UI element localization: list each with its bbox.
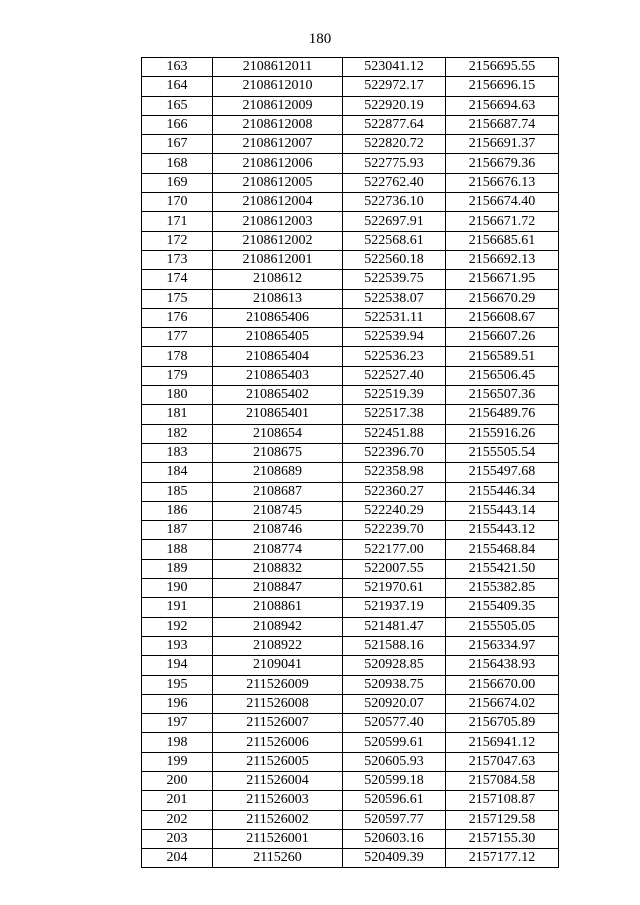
table-row [142, 501, 559, 520]
point-id-cell: 2108612008 [213, 115, 343, 134]
table-row [142, 559, 559, 578]
row-index-cell: 202 [142, 810, 213, 829]
x-coordinate-cell: 522360.27 [343, 482, 446, 501]
point-id-cell: 2108612002 [213, 231, 343, 250]
x-coordinate-cell: 520920.07 [343, 694, 446, 713]
x-coordinate-cell: 522775.93 [343, 154, 446, 173]
table-row [142, 77, 559, 96]
row-index-cell: 204 [142, 849, 213, 868]
x-coordinate-cell: 522527.40 [343, 366, 446, 385]
y-coordinate-cell: 2156670.00 [446, 675, 559, 694]
y-coordinate-cell: 2155409.35 [446, 598, 559, 617]
x-coordinate-cell: 520597.77 [343, 810, 446, 829]
table-row [142, 424, 559, 443]
row-index-cell: 194 [142, 656, 213, 675]
y-coordinate-cell: 2155505.05 [446, 617, 559, 636]
table-row [142, 540, 559, 559]
y-coordinate-cell: 2155497.68 [446, 463, 559, 482]
point-id-cell: 2108746 [213, 521, 343, 540]
point-id-cell: 2115260 [213, 849, 343, 868]
y-coordinate-cell: 2156506.45 [446, 366, 559, 385]
row-index-cell: 203 [142, 829, 213, 848]
y-coordinate-cell: 2156489.76 [446, 405, 559, 424]
table-row [142, 347, 559, 366]
point-id-cell: 2108612 [213, 270, 343, 289]
row-index-cell: 177 [142, 328, 213, 347]
y-coordinate-cell: 2156694.63 [446, 96, 559, 115]
row-index-cell: 201 [142, 791, 213, 810]
y-coordinate-cell: 2156705.89 [446, 714, 559, 733]
x-coordinate-cell: 522517.38 [343, 405, 446, 424]
x-coordinate-cell: 520605.93 [343, 752, 446, 771]
point-id-cell: 2108612006 [213, 154, 343, 173]
row-index-cell: 186 [142, 501, 213, 520]
table-row [142, 733, 559, 752]
row-index-cell: 196 [142, 694, 213, 713]
y-coordinate-cell: 2156696.15 [446, 77, 559, 96]
row-index-cell: 171 [142, 212, 213, 231]
point-id-cell: 2108612005 [213, 173, 343, 192]
row-index-cell: 185 [142, 482, 213, 501]
table-row [142, 366, 559, 385]
table-row [142, 463, 559, 482]
point-id-cell: 210865405 [213, 328, 343, 347]
row-index-cell: 188 [142, 540, 213, 559]
point-id-cell: 2108612007 [213, 135, 343, 154]
table-row [142, 752, 559, 771]
row-index-cell: 175 [142, 289, 213, 308]
table-row [142, 405, 559, 424]
x-coordinate-cell: 522536.23 [343, 347, 446, 366]
table-row [142, 328, 559, 347]
table-row [142, 135, 559, 154]
point-id-cell: 211526001 [213, 829, 343, 848]
row-index-cell: 164 [142, 77, 213, 96]
y-coordinate-cell: 2155916.26 [446, 424, 559, 443]
x-coordinate-cell: 522396.70 [343, 443, 446, 462]
row-index-cell: 167 [142, 135, 213, 154]
table-row [142, 579, 559, 598]
row-index-cell: 165 [142, 96, 213, 115]
table-row [142, 617, 559, 636]
y-coordinate-cell: 2155505.54 [446, 443, 559, 462]
point-id-cell: 2108613 [213, 289, 343, 308]
table-row [142, 482, 559, 501]
point-id-cell: 2109041 [213, 656, 343, 675]
table-row [142, 270, 559, 289]
y-coordinate-cell: 2156674.40 [446, 193, 559, 212]
table-row [142, 308, 559, 327]
point-id-cell: 2108847 [213, 579, 343, 598]
table-row [142, 231, 559, 250]
table-row [142, 212, 559, 231]
point-id-cell: 211526004 [213, 771, 343, 790]
point-id-cell: 2108689 [213, 463, 343, 482]
point-id-cell: 211526005 [213, 752, 343, 771]
row-index-cell: 190 [142, 579, 213, 598]
point-id-cell: 2108612009 [213, 96, 343, 115]
y-coordinate-cell: 2156589.51 [446, 347, 559, 366]
row-index-cell: 182 [142, 424, 213, 443]
x-coordinate-cell: 521481.47 [343, 617, 446, 636]
x-coordinate-cell: 522451.88 [343, 424, 446, 443]
y-coordinate-cell: 2156607.26 [446, 328, 559, 347]
y-coordinate-cell: 2155382.85 [446, 579, 559, 598]
table-row [142, 598, 559, 617]
point-id-cell: 210865404 [213, 347, 343, 366]
y-coordinate-cell: 2155443.12 [446, 521, 559, 540]
table-row [142, 250, 559, 269]
point-id-cell: 2108861 [213, 598, 343, 617]
table-row [142, 58, 559, 77]
point-id-cell: 2108612010 [213, 77, 343, 96]
point-id-cell: 210865403 [213, 366, 343, 385]
table-row [142, 96, 559, 115]
x-coordinate-cell: 521588.16 [343, 636, 446, 655]
x-coordinate-cell: 522820.72 [343, 135, 446, 154]
point-id-cell: 211526008 [213, 694, 343, 713]
row-index-cell: 179 [142, 366, 213, 385]
point-id-cell: 2108612011 [213, 58, 343, 77]
y-coordinate-cell: 2156334.97 [446, 636, 559, 655]
table-row [142, 675, 559, 694]
x-coordinate-cell: 520409.39 [343, 849, 446, 868]
y-coordinate-cell: 2156691.37 [446, 135, 559, 154]
point-id-cell: 211526009 [213, 675, 343, 694]
row-index-cell: 184 [142, 463, 213, 482]
row-index-cell: 200 [142, 771, 213, 790]
table-row [142, 714, 559, 733]
table-row [142, 791, 559, 810]
coordinates-table [141, 57, 559, 868]
row-index-cell: 199 [142, 752, 213, 771]
table-row [142, 115, 559, 134]
y-coordinate-cell: 2156679.36 [446, 154, 559, 173]
x-coordinate-cell: 520577.40 [343, 714, 446, 733]
row-index-cell: 197 [142, 714, 213, 733]
point-id-cell: 210865402 [213, 386, 343, 405]
x-coordinate-cell: 522538.07 [343, 289, 446, 308]
row-index-cell: 166 [142, 115, 213, 134]
point-id-cell: 2108942 [213, 617, 343, 636]
row-index-cell: 198 [142, 733, 213, 752]
row-index-cell: 172 [142, 231, 213, 250]
row-index-cell: 183 [142, 443, 213, 462]
table-row [142, 289, 559, 308]
table-row [142, 154, 559, 173]
y-coordinate-cell: 2156685.61 [446, 231, 559, 250]
y-coordinate-cell: 2155446.34 [446, 482, 559, 501]
x-coordinate-cell: 522972.17 [343, 77, 446, 96]
x-coordinate-cell: 520599.18 [343, 771, 446, 790]
row-index-cell: 170 [142, 193, 213, 212]
x-coordinate-cell: 520603.16 [343, 829, 446, 848]
table-row [142, 829, 559, 848]
y-coordinate-cell: 2156687.74 [446, 115, 559, 134]
point-id-cell: 211526007 [213, 714, 343, 733]
table-row [142, 810, 559, 829]
x-coordinate-cell: 521937.19 [343, 598, 446, 617]
point-id-cell: 2108774 [213, 540, 343, 559]
y-coordinate-cell: 2156674.02 [446, 694, 559, 713]
x-coordinate-cell: 522920.19 [343, 96, 446, 115]
y-coordinate-cell: 2156676.13 [446, 173, 559, 192]
x-coordinate-cell: 520938.75 [343, 675, 446, 694]
point-id-cell: 2108745 [213, 501, 343, 520]
x-coordinate-cell: 522560.18 [343, 250, 446, 269]
row-index-cell: 173 [142, 250, 213, 269]
table-row [142, 849, 559, 868]
y-coordinate-cell: 2156670.29 [446, 289, 559, 308]
row-index-cell: 169 [142, 173, 213, 192]
x-coordinate-cell: 520599.61 [343, 733, 446, 752]
point-id-cell: 2108612003 [213, 212, 343, 231]
row-index-cell: 191 [142, 598, 213, 617]
x-coordinate-cell: 522531.11 [343, 308, 446, 327]
row-index-cell: 187 [142, 521, 213, 540]
table-row [142, 656, 559, 675]
row-index-cell: 176 [142, 308, 213, 327]
x-coordinate-cell: 522519.39 [343, 386, 446, 405]
x-coordinate-cell: 522736.10 [343, 193, 446, 212]
point-id-cell: 211526002 [213, 810, 343, 829]
y-coordinate-cell: 2157129.58 [446, 810, 559, 829]
page-number: 180 [308, 31, 332, 47]
x-coordinate-cell: 522568.61 [343, 231, 446, 250]
x-coordinate-cell: 522539.75 [343, 270, 446, 289]
y-coordinate-cell: 2157047.63 [446, 752, 559, 771]
row-index-cell: 168 [142, 154, 213, 173]
table-row [142, 193, 559, 212]
x-coordinate-cell: 520596.61 [343, 791, 446, 810]
y-coordinate-cell: 2157108.87 [446, 791, 559, 810]
x-coordinate-cell: 522239.70 [343, 521, 446, 540]
point-id-cell: 2108654 [213, 424, 343, 443]
row-index-cell: 189 [142, 559, 213, 578]
x-coordinate-cell: 522877.64 [343, 115, 446, 134]
table-row [142, 443, 559, 462]
point-id-cell: 2108832 [213, 559, 343, 578]
point-id-cell: 211526003 [213, 791, 343, 810]
point-id-cell: 210865406 [213, 308, 343, 327]
y-coordinate-cell: 2157084.58 [446, 771, 559, 790]
row-index-cell: 195 [142, 675, 213, 694]
row-index-cell: 192 [142, 617, 213, 636]
table-row [142, 386, 559, 405]
x-coordinate-cell: 522762.40 [343, 173, 446, 192]
point-id-cell: 2108612004 [213, 193, 343, 212]
y-coordinate-cell: 2156941.12 [446, 733, 559, 752]
point-id-cell: 2108675 [213, 443, 343, 462]
x-coordinate-cell: 523041.12 [343, 58, 446, 77]
y-coordinate-cell: 2155443.14 [446, 501, 559, 520]
x-coordinate-cell: 522177.00 [343, 540, 446, 559]
point-id-cell: 211526006 [213, 733, 343, 752]
y-coordinate-cell: 2156608.67 [446, 308, 559, 327]
point-id-cell: 210865401 [213, 405, 343, 424]
row-index-cell: 174 [142, 270, 213, 289]
y-coordinate-cell: 2156438.93 [446, 656, 559, 675]
table-row [142, 694, 559, 713]
y-coordinate-cell: 2156692.13 [446, 250, 559, 269]
x-coordinate-cell: 522539.94 [343, 328, 446, 347]
row-index-cell: 193 [142, 636, 213, 655]
point-id-cell: 2108687 [213, 482, 343, 501]
row-index-cell: 181 [142, 405, 213, 424]
x-coordinate-cell: 522240.29 [343, 501, 446, 520]
table-row [142, 173, 559, 192]
y-coordinate-cell: 2157155.30 [446, 829, 559, 848]
x-coordinate-cell: 520928.85 [343, 656, 446, 675]
table-row [142, 636, 559, 655]
y-coordinate-cell: 2156507.36 [446, 386, 559, 405]
point-id-cell: 2108612001 [213, 250, 343, 269]
y-coordinate-cell: 2156671.95 [446, 270, 559, 289]
x-coordinate-cell: 521970.61 [343, 579, 446, 598]
y-coordinate-cell: 2155468.84 [446, 540, 559, 559]
x-coordinate-cell: 522007.55 [343, 559, 446, 578]
row-index-cell: 180 [142, 386, 213, 405]
x-coordinate-cell: 522697.91 [343, 212, 446, 231]
row-index-cell: 178 [142, 347, 213, 366]
y-coordinate-cell: 2156671.72 [446, 212, 559, 231]
row-index-cell: 163 [142, 58, 213, 77]
y-coordinate-cell: 2157177.12 [446, 849, 559, 868]
table-row [142, 771, 559, 790]
x-coordinate-cell: 522358.98 [343, 463, 446, 482]
point-id-cell: 2108922 [213, 636, 343, 655]
y-coordinate-cell: 2155421.50 [446, 559, 559, 578]
coordinates-table-body [142, 58, 559, 868]
y-coordinate-cell: 2156695.55 [446, 58, 559, 77]
table-row [142, 521, 559, 540]
